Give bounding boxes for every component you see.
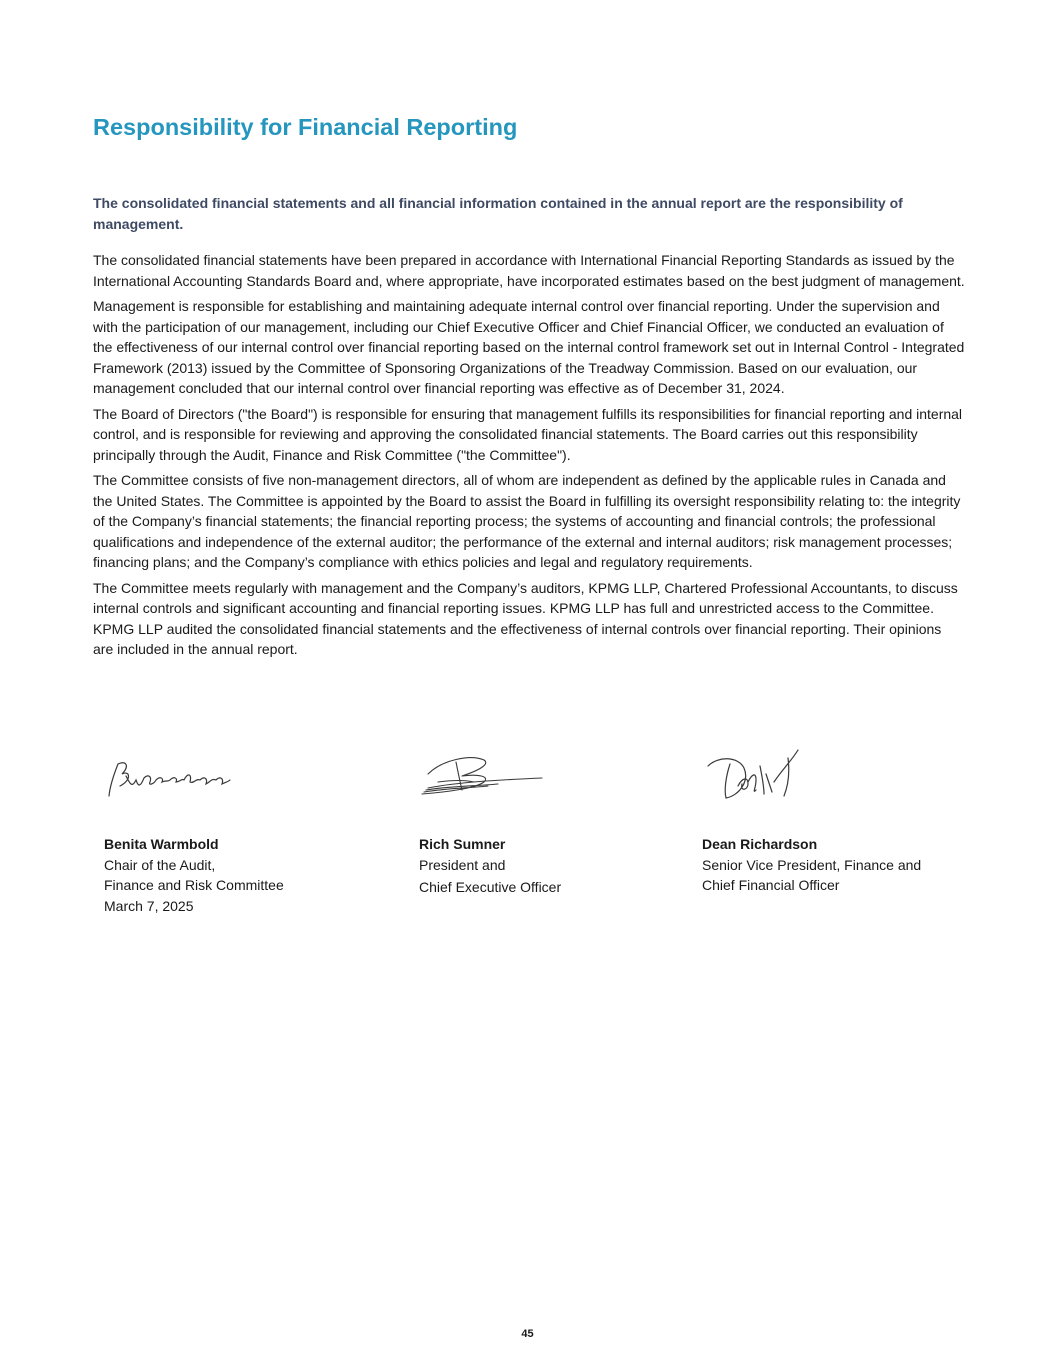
signature-dean-richardson — [704, 746, 804, 804]
signatory-title-line2: Chief Financial Officer — [702, 877, 840, 893]
signatory-title-line2: Chief Executive Officer — [419, 879, 562, 895]
signatory-rich-sumner — [419, 834, 561, 898]
paragraph-committee: The Committee consists of five non-management directors, all of whom are independent as defined by the applicable rules in Canada and the United States. The Committee is appointed by the Board to assist the Board in fulfilling its oversight responsibility relating to: the integrity of the Company’s financial statements; the financial reporting process; the systems of accounting and financial controls; the professional qualifications and independence of the external auditor; the performance of the external and internal auditors; risk management processes; financing plans; and the Company’s compliance with ethics policies and legal and regulatory requirements. — [93, 472, 961, 570]
lead-statement: The consolidated financial statements and all financial information contained in the annual report are the responsibility of management. — [93, 195, 903, 232]
page-number: 45 — [521, 1328, 534, 1340]
signature-date: March 7, 2025 — [104, 897, 194, 914]
signatory-dean-richardson — [702, 834, 921, 896]
signature-benita-warmbold — [104, 752, 234, 802]
signatory-title-line2: Finance and Risk Committee — [104, 877, 284, 893]
signatory-title-line1: Chair of the Audit, — [104, 856, 216, 873]
signatory-title-line1: President and — [419, 856, 506, 873]
signatory-benita-warmbold — [104, 834, 284, 916]
signatory-name: Benita Warmbold — [104, 836, 219, 852]
paragraph-auditors: The Committee meets regularly with management and the Company’s auditors, KPMG LLP, Chartered Professional Accountants, to discuss internal controls and significant accounting and financial reporting issues. KPMG LLP has full and unrestricted access to the Committee. KPMG LLP audited the consolidated financial statements and the effectiveness of internal controls over financial reporting. Their opinions are included in the annual report. — [93, 579, 958, 657]
paragraph-ifrs: The consolidated financial statements have been prepared in accordance with International Financial Reporting Standards as issued by the International Accounting Standards Board and, where appropriate, have incorporated estimates based on the best judgment of management. — [93, 252, 965, 289]
signatory-name: Dean Richardson — [702, 836, 818, 852]
signature-rich-sumner — [418, 752, 548, 802]
page-title: Responsibility for Financial Reporting — [93, 114, 518, 140]
signatory-title-line1: Senior Vice President, Finance and — [702, 856, 922, 873]
paragraph-internal-control: Management is responsible for establishing and maintaining adequate internal control over financial reporting. Under the supervision and with the participation of our management, including our Chief Executive Officer and Chief Financial Officer, we conducted an evaluation of the effectiveness of our internal control over financial reporting based on the internal control framework set out in Internal Control - Integrated Framework (2013) issued by the Committee of Sponsoring Organizations of the Treadway Commission. Based on our evaluation, our management concluded that our internal control over financial reporting was effective as of December 31, 2024. — [93, 298, 965, 396]
body-text — [93, 250, 965, 665]
signatory-name: Rich Sumner — [419, 836, 506, 852]
paragraph-board: The Board of Directors ("the Board") is responsible for ensuring that management fulfills its responsibilities for financial reporting and internal control, and is responsible for reviewing and approving the consolidated financial statements. The Board carries out this responsibility principally through the Audit, Finance and Risk Committee ("the Committee"). — [93, 405, 963, 463]
